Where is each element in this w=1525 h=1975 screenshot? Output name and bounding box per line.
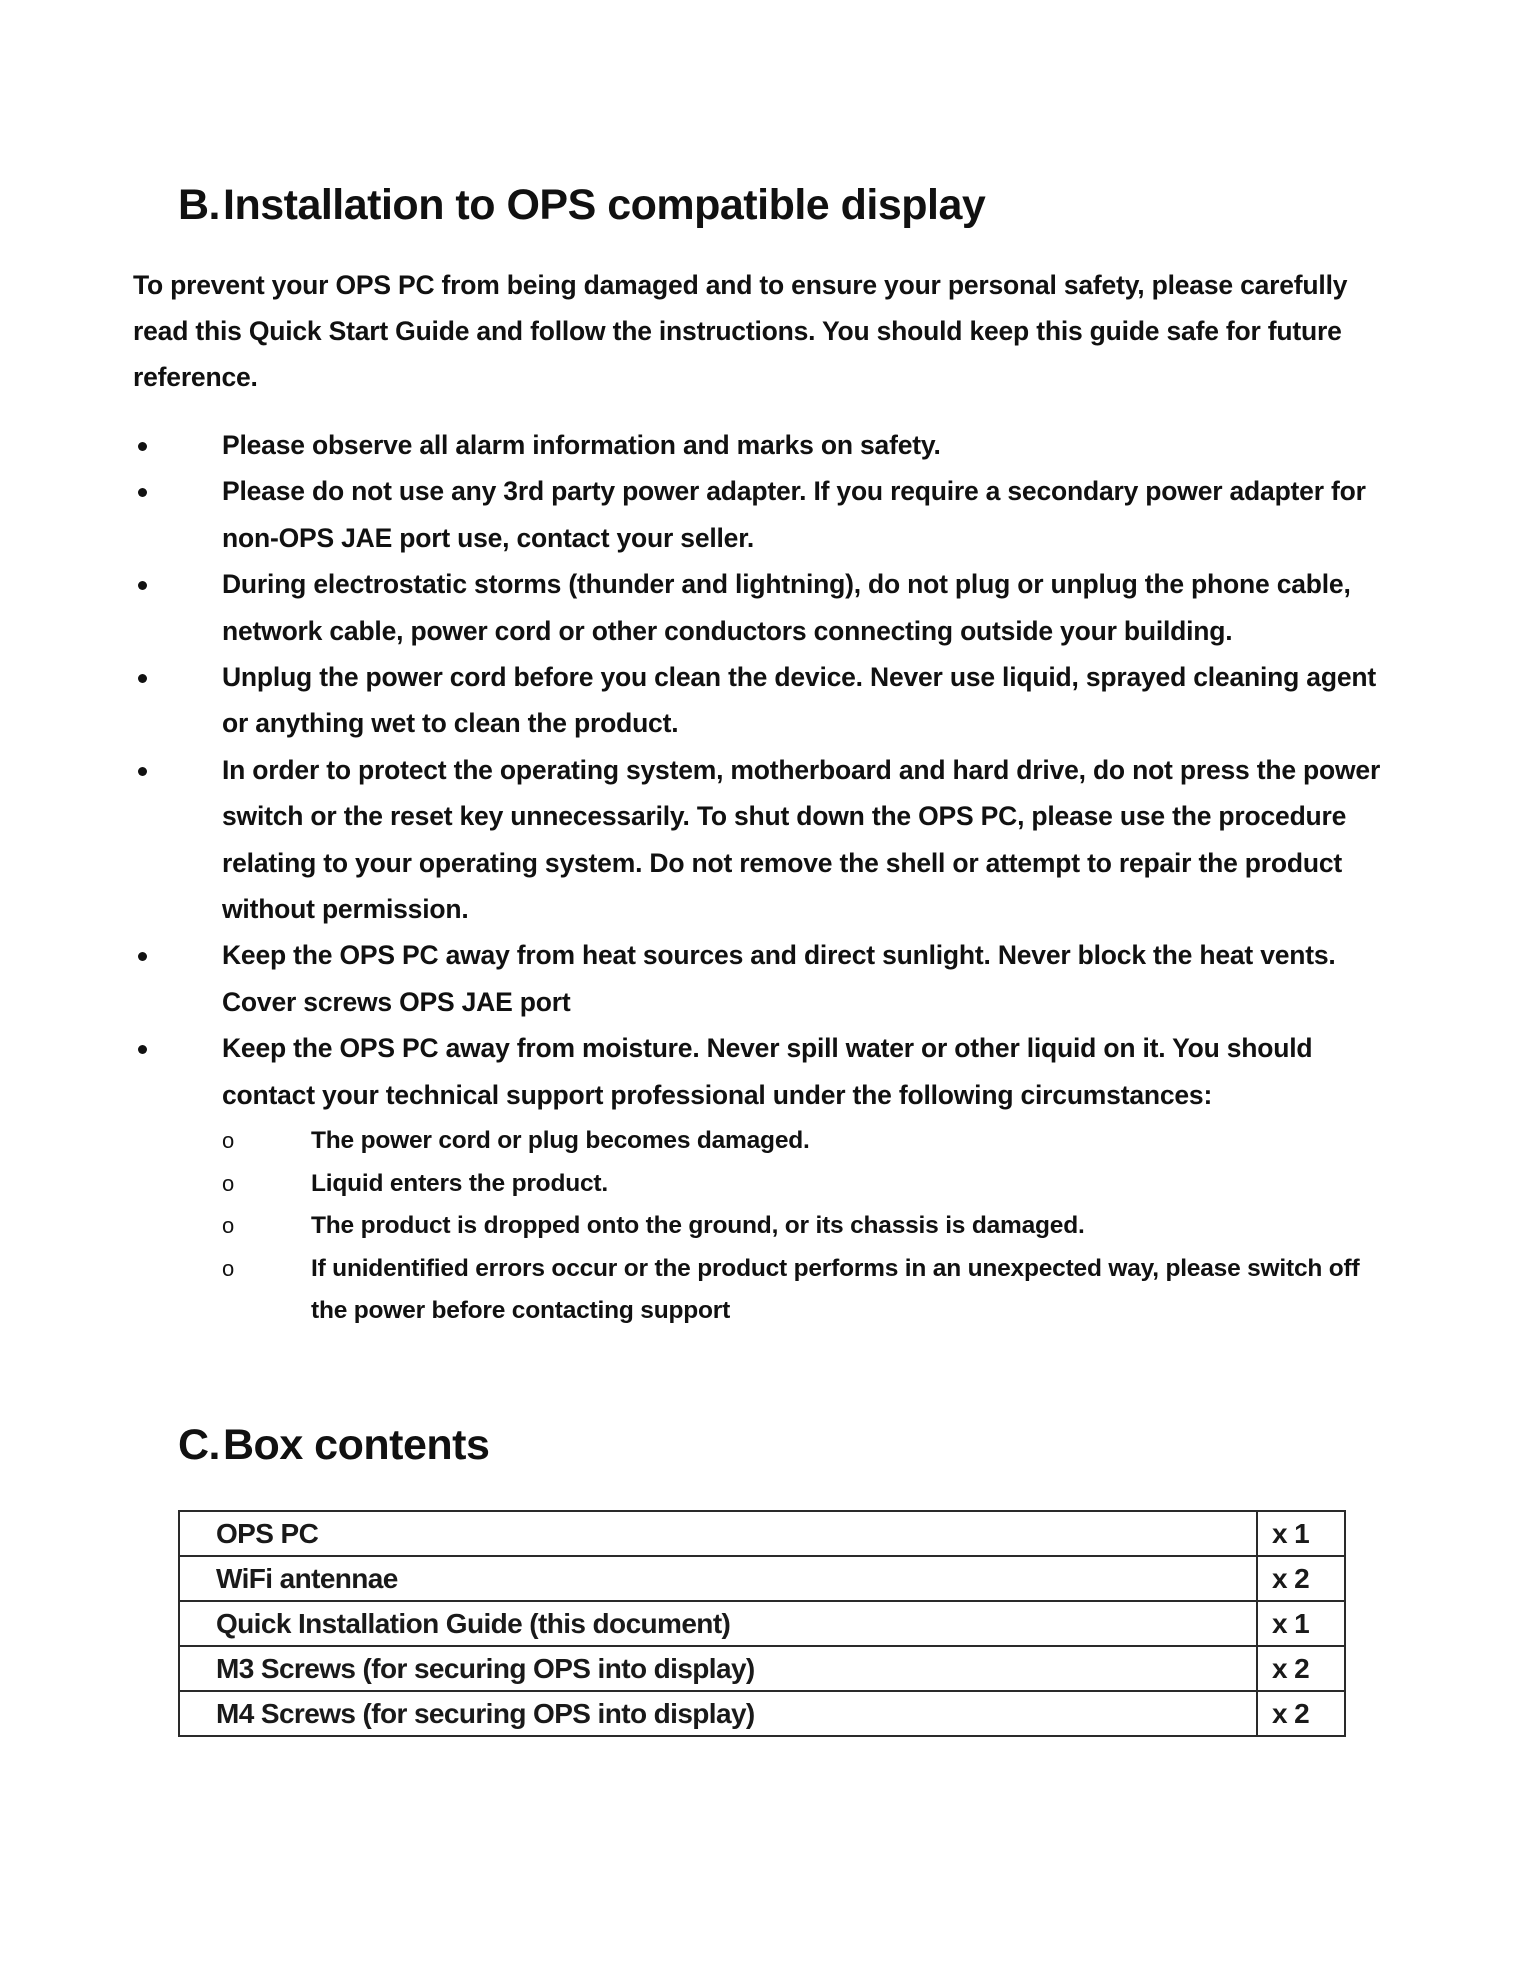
item-cell: M4 Screws (for securing OPS into display) [179, 1691, 1257, 1736]
table-row [179, 1556, 1345, 1601]
safety-bullet: Keep the OPS PC away from heat sources and direct sunlight. Never block the heat vents. Cover screws OPS JAE port [222, 940, 1336, 1017]
section-c-title: Box contents [223, 1421, 490, 1469]
item-cell: WiFi antennae [179, 1556, 1257, 1601]
sub-bullet: o The power cord or plug becomes damaged. [222, 1120, 1402, 1163]
circle-bullet-icon: o [222, 1255, 235, 1281]
box-contents-table [178, 1510, 1346, 1737]
item-cell: M3 Screws (for securing OPS into display) [179, 1646, 1257, 1691]
safety-bullet: Unplug the power cord before you clean the device. Never use liquid, sprayed cleaning agent or anything wet to clean the product. [222, 662, 1376, 739]
safety-bullet-list [133, 422, 1393, 1118]
circle-bullet-icon: o [222, 1170, 235, 1196]
safety-bullet: Please do not use any 3rd party power adapter. If you require a secondary power adapter for non-OPS JAE port use, contact your seller. [222, 476, 1366, 553]
table-row [179, 1691, 1345, 1736]
section-b-number: B. [178, 181, 220, 229]
safety-bullet: Keep the OPS PC away from moisture. Never spill water or other liquid on it. You should contact your technical support professional under the following circumstances: [222, 1033, 1313, 1110]
section-b-heading [178, 179, 985, 231]
quantity-cell: x 2 [1257, 1556, 1345, 1601]
item-cell: Quick Installation Guide (this document) [179, 1601, 1257, 1646]
section-c-number: C. [178, 1421, 220, 1469]
section-b-title: Installation to OPS compatible display [223, 181, 986, 229]
quantity-cell: x 2 [1257, 1691, 1345, 1736]
circumstances-sub-list [222, 1120, 1402, 1333]
sub-bullet: o If unidentified errors occur or the product performs in an unexpected way, please switch off the power before contacting support [222, 1248, 1402, 1333]
sub-bullet: o Liquid enters the product. [222, 1163, 1402, 1206]
quantity-cell: x 1 [1257, 1601, 1345, 1646]
safety-bullet: In order to protect the operating system, motherboard and hard drive, do not press the power switch or the reset key unnecessarily. To shut down the OPS PC, please use the procedure relating to your operating system. Do not remove the shell or attempt to repair the product without permission. [222, 754, 1381, 925]
circle-bullet-icon: o [222, 1128, 235, 1153]
sub-bullet: o The product is dropped onto the ground, or its chassis is damaged. [222, 1205, 1402, 1248]
table-row [179, 1511, 1345, 1556]
table-row [179, 1601, 1345, 1646]
intro-paragraph: To prevent your OPS PC from being damaged and to ensure your personal safety, please carefully read this Quick Start Guide and follow the instructions. You should keep this guide safe for future reference. [133, 270, 1348, 392]
section-c-heading [178, 1419, 489, 1471]
circle-bullet-icon: o [222, 1213, 235, 1238]
table-row [179, 1646, 1345, 1691]
quantity-cell: x 1 [1257, 1511, 1345, 1556]
item-cell: OPS PC [179, 1511, 1257, 1556]
quantity-cell: x 2 [1257, 1646, 1345, 1691]
safety-bullet: Please observe all alarm information and marks on safety. [222, 430, 941, 460]
safety-bullet: During electrostatic storms (thunder and lightning), do not plug or unplug the phone cable, network cable, power cord or other conductors connecting outside your building. [222, 569, 1351, 646]
